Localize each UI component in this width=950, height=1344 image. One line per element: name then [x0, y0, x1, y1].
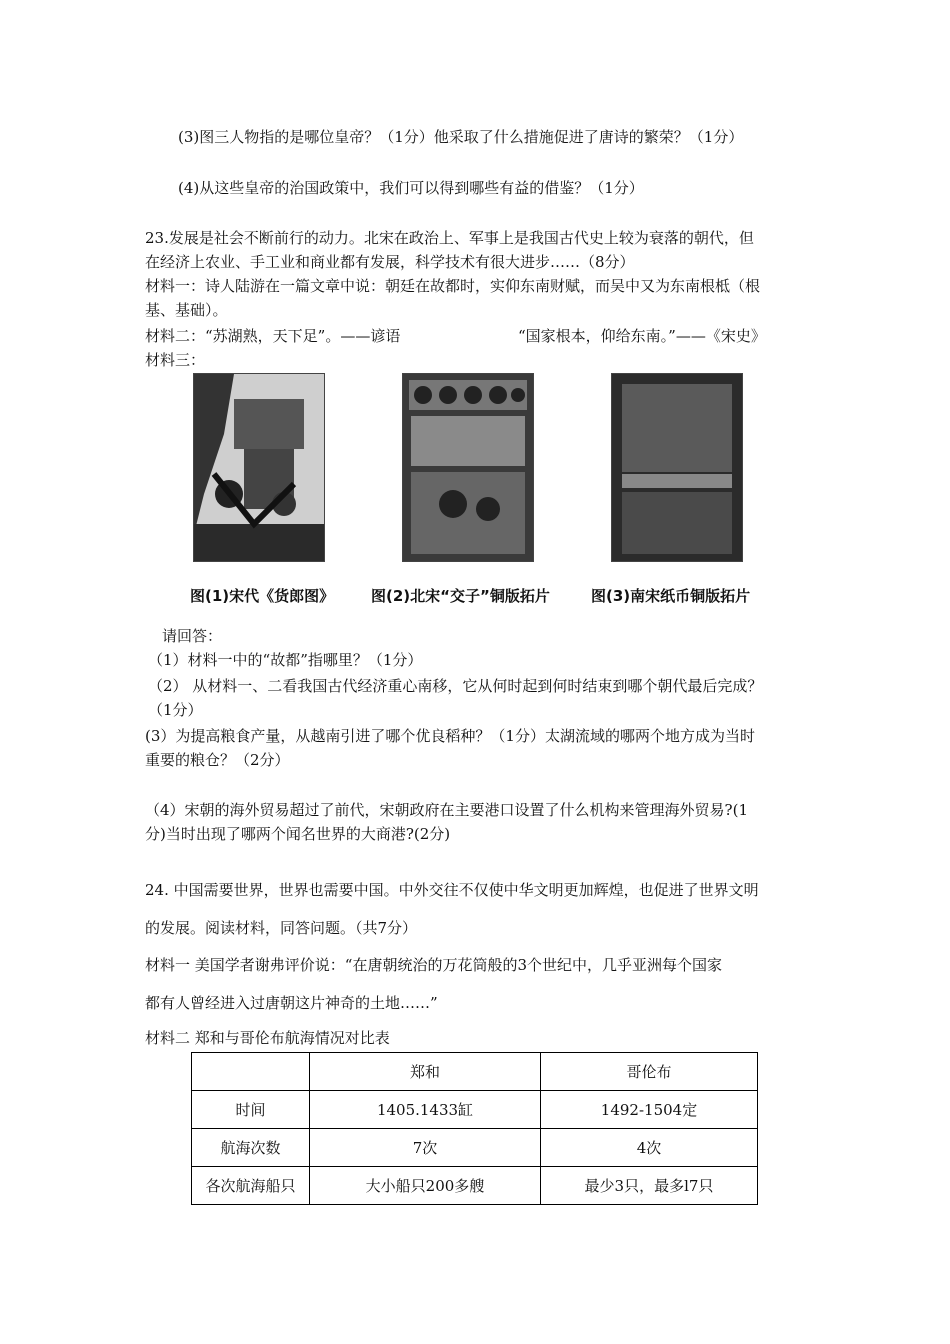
- q23-material3: 材料三：: [145, 351, 206, 369]
- voyage-comparison-table: [191, 1052, 758, 1205]
- table-cell: 1492-1504定: [541, 1091, 758, 1129]
- table-cell: 4次: [541, 1129, 758, 1167]
- q22-sub3: (3)图三人物指的是哪位皇帝？（1分）他采取了什么措施促进了唐诗的繁荣？（1分）: [178, 128, 744, 146]
- q23-question2-a: （2） 从材料一、二看我国古代经济重心南移，它从何时起到何时结束到哪个朝代最后完成？: [148, 677, 763, 695]
- table-cell: 航海次数: [192, 1129, 310, 1167]
- q23-question3-a: (3）为提高粮食产量，从越南引进了哪个优良稻种？（1分）太湖流域的哪两个地方成为当时: [145, 727, 755, 745]
- q23-material2-left: 材料二：“苏湖熟，天下足”。——谚语: [145, 327, 401, 345]
- table-row: [192, 1129, 758, 1167]
- jiaozi-rubbing-image: [402, 373, 534, 562]
- table-cell: 各次航海船只: [192, 1167, 310, 1205]
- q24-material1-a: 材料一 美国学者谢弗评价说：“在唐朝统治的万花筒般的3个世纪中，几乎亚洲每个国家: [145, 956, 722, 974]
- q24-intro-2: 的发展。阅读材料，同答问题。（共7分）: [145, 919, 418, 937]
- q23-intro-1: 23.发展是社会不断前行的动力。北宋在政治上、军事上是我国古代史上较为衰落的朝代，但: [145, 229, 754, 247]
- table-header-row: [192, 1053, 758, 1091]
- q23-question2-b: （1分）: [148, 701, 203, 719]
- table-cell: 1405.1433缸: [310, 1091, 541, 1129]
- figure2-caption: 图(2)北宋“交子”铜版拓片: [371, 587, 550, 605]
- q24-intro-1: 24. 中国需要世界，世界也需要中国。中外交往不仅使中华文明更加辉煌，也促进了世界文明: [145, 881, 759, 899]
- q23-question1: （1）材料一中的“故都”指哪里？（1分）: [148, 651, 423, 669]
- q24-material2: 材料二 郑和与哥伦布航海情况对比表: [145, 1029, 390, 1047]
- figure1-caption: 图(1)宋代《货郎图》: [190, 587, 335, 605]
- figure3-caption: 图(3)南宋纸币铜版拓片: [591, 587, 751, 605]
- table-cell: 最少3只，最多l7只: [541, 1167, 758, 1205]
- q23-answer-prompt: 请回答：: [162, 627, 223, 645]
- q24-material1-b: 都有人曾经进入过唐朝这片神奇的土地……”: [145, 994, 438, 1012]
- southern-song-paper-money-image: [611, 373, 743, 562]
- q23-intro-2: 在经济上农业、手工业和商业都有发展，科学技术有很大进步……（8分）: [145, 253, 635, 271]
- table-cell: 7次: [310, 1129, 541, 1167]
- q23-material2-right: “国家根本，仰给东南。”——《宋史》: [518, 327, 766, 345]
- table-row: [192, 1091, 758, 1129]
- q23-material1-b: 基、基础）。: [145, 301, 228, 319]
- table-cell: 大小船只200多艘: [310, 1167, 541, 1205]
- q23-question3-b: 重要的粮仓？（2分）: [145, 751, 290, 769]
- table-cell: 时间: [192, 1091, 310, 1129]
- table-header-cell: [192, 1053, 310, 1091]
- table-header-cell: 哥伦布: [541, 1053, 758, 1091]
- q23-question4-b: 分)当时出现了哪两个闻名世界的大商港?(2分): [145, 825, 451, 843]
- q22-sub4: (4)从这些皇帝的治国政策中，我们可以得到哪些有益的借鉴？（1分）: [178, 179, 644, 197]
- huolang-painting-image: [193, 373, 325, 562]
- table-header-cell: 郑和: [310, 1053, 541, 1091]
- q23-question4-a: （4）宋朝的海外贸易超过了前代，宋朝政府在主要港口设置了什么机构来管理海外贸易?(1: [145, 801, 748, 819]
- table-row: [192, 1167, 758, 1205]
- q23-material1-a: 材料一：诗人陆游在一篇文章中说：朝廷在故都时，实仰东南财赋，而吴中又为东南根柢（根: [145, 277, 761, 295]
